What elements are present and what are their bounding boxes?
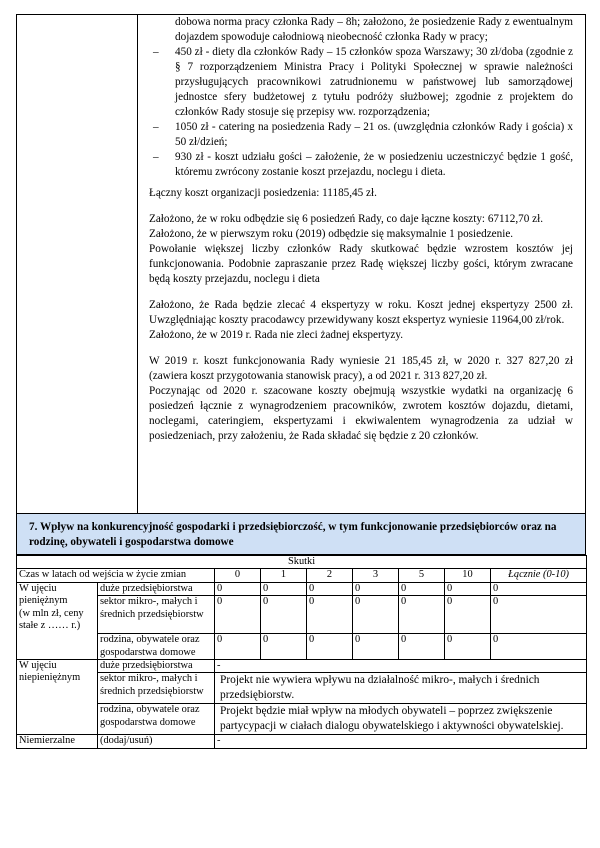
unmeasurable-value: - (215, 735, 587, 748)
unmeasurable-label: Niemierzalne (17, 735, 98, 748)
table-row (17, 569, 587, 582)
bullet-item (149, 150, 573, 180)
value-cell: 0 (353, 634, 399, 660)
section-7-heading: 7. Wpływ na konkurencyjność gospodarki i przedsiębiorczość, w tym funkcjonowanie przedsiębiorców oraz na rodzinę, obywateli i gospodarstwa domowe (16, 514, 586, 555)
bullet-item (149, 120, 573, 150)
yearly-costs-line: W 2019 r. koszt funkcjonowania Rady wyniesie 21 185,45 zł, w 2020 r. 327 827,20 zł (zawiera koszt przygotowania stanowisk pracy), a od 2021 r. 313 827,20 zł. (149, 355, 573, 382)
table-row (17, 596, 587, 634)
row-label: duże przedsiębiorstwa (98, 660, 215, 673)
monetary-label: W ujęciu pieniężnym (19, 582, 68, 607)
monetary-unit: (w mln zł, ceny stałe z …… r.) (19, 607, 84, 632)
value-cell: 0 (445, 582, 491, 595)
value-cell: 0 (307, 596, 353, 634)
value-cell: 0 (261, 634, 307, 660)
year-header: 1 (261, 569, 307, 582)
annual-meetings-line: Założono, że w roku odbędzie się 6 posiedzeń Rady, co daje łączne koszty: 67112,70 zł. (149, 213, 544, 225)
value-cell: 0 (307, 634, 353, 660)
skutki-header: Skutki (17, 556, 587, 569)
table-row (17, 582, 587, 595)
bullet-text: 450 zł - diety dla członków Rady – 15 członków spoza Warszawy; 30 zł/doba (zgodnie z § 7 rozporządzeniem Ministra Pracy i Polityki Społecznej w sprawie należności przysługujących pracownikowi zatrudnionemu w państwowej lub samorządowej jednostce sfery budżetowej z tytułu podróży służbowej; zgodnie z projektem do członków Rady stosuje się przepisy ww. rozporządzenia; (175, 46, 573, 118)
impact-table (16, 555, 587, 749)
total-cost-line: Łączny koszt organizacji posiedzenia: 11185,45 zł. (149, 187, 377, 199)
expertise-2019-line: Założono, że w 2019 r. Rada nie zleci żadnej ekspertyzy. (149, 329, 403, 341)
table-row (17, 704, 587, 735)
table-row (17, 556, 587, 569)
total-header: Łącznie (0-10) (491, 569, 587, 582)
bullet-dash: – (153, 46, 159, 58)
row-label: rodzina, obywatele oraz gospodarstwa domowe (98, 634, 215, 660)
bullet-text: 1050 zł - catering na posiedzenia Rady – 21 os. (uwzględnia członków Rady i gościa) x 50 zł/dzień; (175, 121, 573, 148)
year-header: 2 (307, 569, 353, 582)
year-header: 5 (399, 569, 445, 582)
value-cell: 0 (399, 596, 445, 634)
impact-text: Projekt będzie miał wpływ na młodych obywateli – poprzez zwiększenie partycypacji w ciałach dialogu obywatelskiego i aktywności obywatelskiej. (215, 704, 587, 735)
row-label: rodzina, obywatele oraz gospodarstwa domowe (98, 704, 215, 735)
value-cell: 0 (307, 582, 353, 595)
value-cell: 0 (445, 596, 491, 634)
value-cell: 0 (445, 634, 491, 660)
value-cell: 0 (261, 596, 307, 634)
bullet-dash: – (153, 151, 159, 163)
document-page (16, 14, 586, 749)
year-header: 3 (353, 569, 399, 582)
impact-text: - (215, 660, 587, 673)
row-label: sektor mikro-, małych i średnich przedsiębiorstw (98, 596, 215, 634)
nonmonetary-label: W ujęciu niepieniężnym (17, 660, 98, 735)
table-row (17, 673, 587, 704)
bullet-item (149, 45, 573, 120)
left-label-column (17, 15, 138, 513)
bullet-text: 930 zł - koszt udziału gości – założenie, że w posiedzeniu uczestniczyć będzie 1 gość, któremu zwrócony zostanie koszt przejazdu, noclegu i dieta. (175, 151, 573, 178)
value-cell: 0 (399, 582, 445, 595)
monetary-label-cell (17, 582, 98, 659)
year-header: 10 (445, 569, 491, 582)
table-row (17, 735, 587, 748)
value-cell: 0 (261, 582, 307, 595)
cost-estimation-block (16, 14, 586, 514)
expertise-cost-line: Założono, że Rada będzie zlecać 4 ekspertyzy w roku. Koszt jednej ekspertyzy 2500 zł. Uwzględniając koszty pracodawcy przewidywany koszt ekspertyz wyniesie 11964,00 zł/rok. (149, 299, 573, 326)
value-cell: 0 (215, 582, 261, 595)
value-cell: 0 (353, 582, 399, 595)
time-label: Czas w latach od wejścia w życie zmian (17, 569, 215, 582)
value-cell: 0 (491, 582, 587, 595)
value-cell: 0 (491, 634, 587, 660)
value-cell: 0 (491, 596, 587, 634)
value-cell: 0 (215, 596, 261, 634)
value-cell: 0 (353, 596, 399, 634)
impact-text: Projekt nie wywiera wpływu na działalność mikro-, małych i średnich przedsiębiorstw. (215, 673, 587, 704)
bullet-text: dobowa norma pracy członka Rady – 8h; założono, że posiedzenie Rady z ewentualnym dojazdem spowoduje całodniową nieobecność członka Rady w pracy; (175, 16, 573, 43)
first-year-line: Założono, że w pierwszym roku (2019) odbędzie się maksymalnie 1 posiedzenie. (149, 228, 514, 240)
unmeasurable-add-remove[interactable]: (dodaj/usuń) (98, 735, 215, 748)
row-label: sektor mikro-, małych i średnich przedsiębiorstw (98, 673, 215, 704)
cost-scope-line: Poczynając od 2020 r. szacowane koszty obejmują wszystkie wydatki na organizację 6 posiedzeń łącznie z wynagrodzeniem pracowników, zwrotem kosztów dojazdu, dietami, noclegami, cateringiem, ekspertyzami i ekwiwalentem wynagrodzenia za udział w posiedzeniach, przy założeniu, że Rada składać się będzie z 20 członków. (149, 385, 573, 442)
cost-description (138, 15, 585, 513)
value-cell: 0 (215, 634, 261, 660)
bullet-item (149, 15, 573, 45)
members-cost-line: Powołanie większej liczby członków Rady skutkować będzie wzrostem kosztów jej funkcjonowania. Podobnie zapraszanie przez Radę większej liczby gości, którym zwracane będą koszty przejazdu, noclegu i dieta (149, 243, 573, 285)
bullet-dash: – (153, 121, 159, 133)
row-label: duże przedsiębiorstwa (98, 582, 215, 595)
table-row (17, 634, 587, 660)
year-header: 0 (215, 569, 261, 582)
table-row (17, 660, 587, 673)
cost-bullet-list (149, 15, 573, 180)
value-cell: 0 (399, 634, 445, 660)
